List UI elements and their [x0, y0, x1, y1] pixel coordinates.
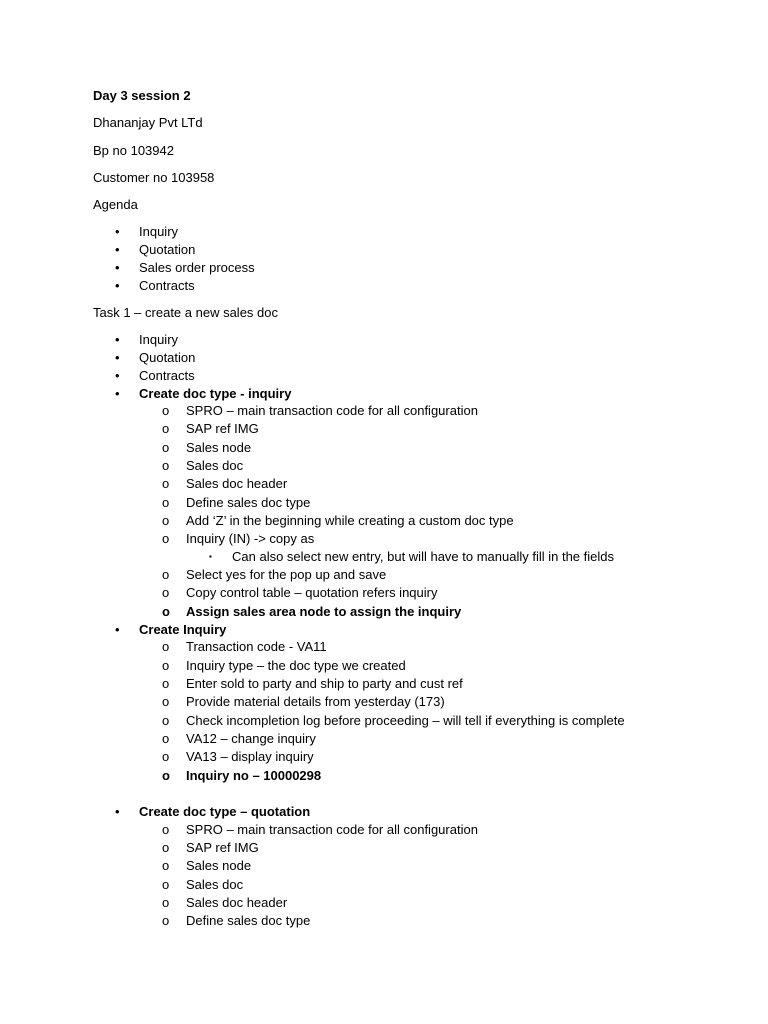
step-item: Provide material details from yesterday (173) — [186, 694, 445, 709]
step-item: Sales doc header — [186, 476, 288, 491]
step-item: SPRO – main transaction code for all configuration — [186, 403, 478, 418]
task-heading: Task 1 – create a new sales doc — [93, 305, 278, 320]
circle-marker: o — [162, 403, 170, 418]
step-item: Define sales doc type — [186, 495, 311, 510]
bullet-marker: • — [115, 278, 120, 293]
task-item: Inquiry — [139, 332, 179, 347]
agenda-item: Quotation — [139, 242, 196, 257]
section-heading-doc-type-quotation: Create doc type – quotation — [139, 804, 311, 819]
bullet-marker: • — [115, 804, 120, 819]
circle-marker: o — [162, 531, 170, 546]
circle-marker: o — [162, 421, 170, 436]
circle-marker: o — [162, 458, 170, 473]
bullet-marker: • — [115, 332, 120, 347]
circle-marker: o — [162, 585, 170, 600]
circle-marker: o — [162, 513, 170, 528]
step-item: Sales node — [186, 858, 252, 873]
section-heading-doc-type-inquiry: Create doc type - inquiry — [139, 386, 292, 401]
circle-marker: o — [162, 822, 170, 837]
step-item: Inquiry (IN) -> copy as — [186, 531, 315, 546]
square-marker: ▪ — [209, 552, 212, 561]
circle-marker: o — [162, 768, 170, 783]
step-item-bold: Assign sales area node to assign the inquiry — [186, 604, 462, 619]
bullet-marker: • — [115, 386, 120, 401]
task-item: Contracts — [139, 368, 195, 383]
bp-number: Bp no 103942 — [93, 143, 174, 158]
step-item: SPRO – main transaction code for all configuration — [186, 822, 478, 837]
agenda-item: Sales order process — [139, 260, 255, 275]
step-item: Sales doc header — [186, 895, 288, 910]
bullet-marker: • — [115, 242, 120, 257]
circle-marker: o — [162, 858, 170, 873]
step-item: Inquiry type – the doc type we created — [186, 658, 406, 673]
step-item: Add ‘Z’ in the beginning while creating a custom doc type — [186, 513, 514, 528]
step-item: Copy control table – quotation refers inquiry — [186, 585, 438, 600]
step-item: Select yes for the pop up and save — [186, 567, 387, 582]
bullet-marker: • — [115, 260, 120, 275]
bullet-marker: • — [115, 622, 120, 637]
document-title: Day 3 session 2 — [93, 88, 191, 103]
bullet-marker: • — [115, 350, 120, 365]
step-item: VA13 – display inquiry — [186, 749, 314, 764]
step-item: Check incompletion log before proceeding – will tell if everything is complete — [186, 713, 625, 728]
step-item: Enter sold to party and ship to party and cust ref — [186, 676, 463, 691]
agenda-heading: Agenda — [93, 197, 138, 212]
bullet-marker: • — [115, 224, 120, 239]
circle-marker: o — [162, 749, 170, 764]
circle-marker: o — [162, 476, 170, 491]
circle-marker: o — [162, 440, 170, 455]
section-heading-create-inquiry: Create Inquiry — [139, 622, 227, 637]
circle-marker: o — [162, 840, 170, 855]
task-item: Quotation — [139, 350, 196, 365]
circle-marker: o — [162, 694, 170, 709]
company-name: Dhananjay Pvt LTd — [93, 115, 203, 130]
step-item: VA12 – change inquiry — [186, 731, 316, 746]
step-item: Sales node — [186, 440, 252, 455]
circle-marker: o — [162, 658, 170, 673]
circle-marker: o — [162, 676, 170, 691]
step-item: Transaction code - VA11 — [186, 639, 327, 654]
circle-marker: o — [162, 713, 170, 728]
circle-marker: o — [162, 913, 170, 928]
bullet-marker: • — [115, 368, 120, 383]
circle-marker: o — [162, 639, 170, 654]
agenda-item: Contracts — [139, 278, 195, 293]
inquiry-number: Inquiry no – 10000298 — [186, 768, 322, 783]
customer-number: Customer no 103958 — [93, 170, 215, 185]
step-item: SAP ref IMG — [186, 840, 259, 855]
circle-marker: o — [162, 495, 170, 510]
step-item: Sales doc — [186, 458, 244, 473]
agenda-item: Inquiry — [139, 224, 179, 239]
sub-note: Can also select new entry, but will have to manually fill in the fields — [232, 549, 615, 564]
circle-marker: o — [162, 604, 170, 619]
step-item: SAP ref IMG — [186, 421, 259, 436]
step-item: Sales doc — [186, 877, 244, 892]
circle-marker: o — [162, 877, 170, 892]
step-item: Define sales doc type — [186, 913, 311, 928]
circle-marker: o — [162, 895, 170, 910]
circle-marker: o — [162, 567, 170, 582]
circle-marker: o — [162, 731, 170, 746]
